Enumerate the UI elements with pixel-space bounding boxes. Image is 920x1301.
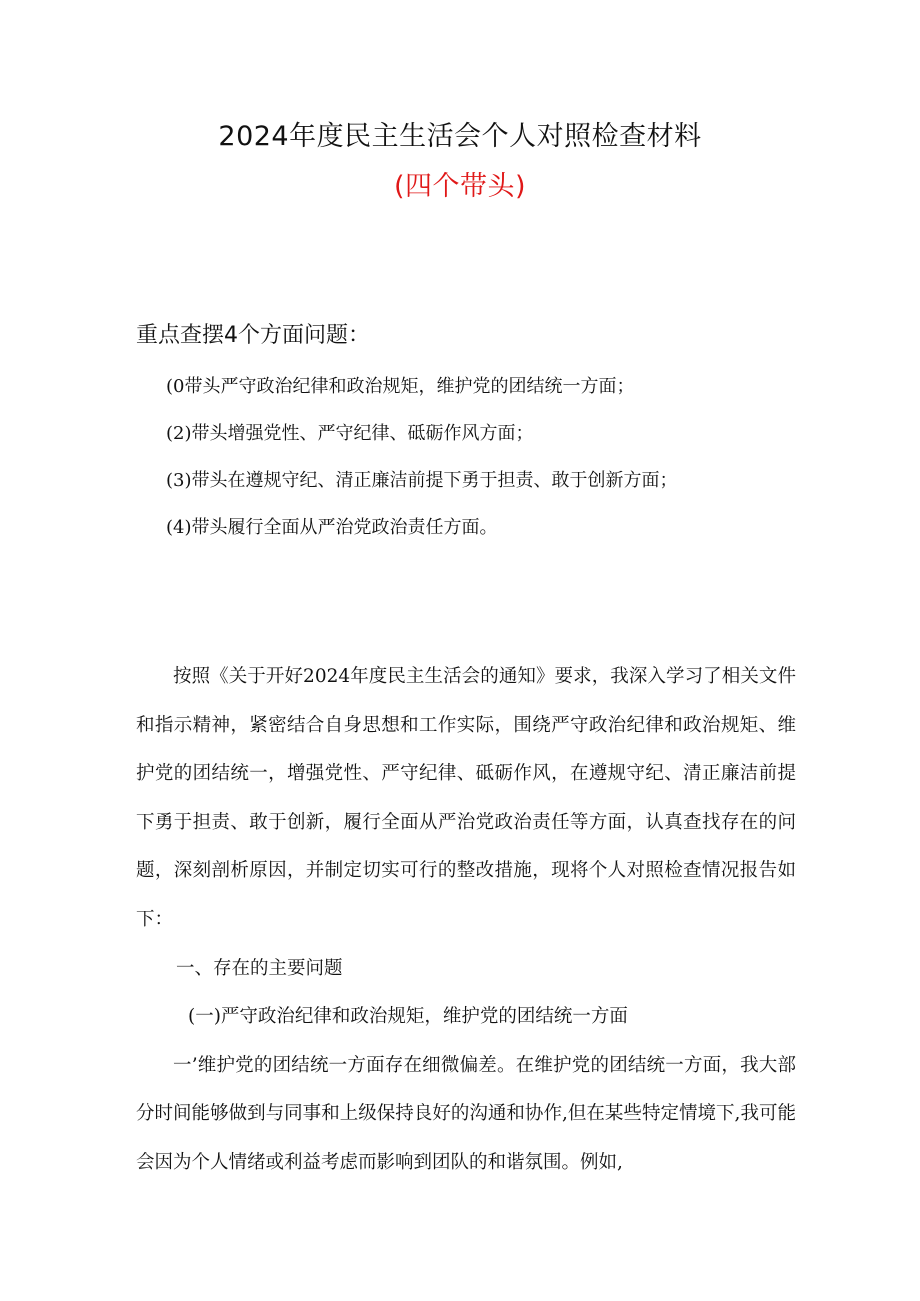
document-body bbox=[136, 653, 796, 1188]
document-title: 2024年度民主生活会个人对照检查材料 bbox=[218, 121, 702, 152]
focus-item: (2)带头增强党性、严守纪律、砥砺作风方面； bbox=[166, 423, 534, 444]
intro-paragraph: 按照《关于开好2024年度民主生活会的通知》要求，我深入学习了相关文件和指示精神，紧密结合自身思想和工作实际，围绕严守政治纪律和政治规矩、维护党的团结统一，增强党性、严守纪律、砥砺作风，在遵规守纪、清正廉洁前提下勇于担责、敢于创新，履行全面从严治党政治责任等方面，认真查找存在的问题，深刻剖析原因，并制定切实可行的整改措施，现将个人对照检查情况报告如下： bbox=[136, 666, 796, 930]
section-heading: 一、存在的主要问题 bbox=[176, 957, 343, 979]
focus-list bbox=[166, 372, 678, 560]
focus-item: (4)带头履行全面从严治党政治责任方面。 bbox=[166, 517, 498, 538]
document-subtitle: (四个带头) bbox=[393, 171, 527, 202]
subsection-heading: (一)严守政治纪律和政治规矩，维护党的团结统一方面 bbox=[188, 1006, 628, 1028]
focus-item: (0带头严守政治纪律和政治规矩，维护党的团结统一方面； bbox=[166, 376, 635, 397]
point-paragraph: 一’维护党的团结统一方面存在细微偏差。在维护党的团结统一方面，我大部分时间能够做到与同事和上级保持良好的沟通和协作,但在某些特定情境下,我可能会因为个人情绪或利益考虑而影响到团队的和谐氛围。例如, bbox=[136, 1054, 796, 1173]
focus-item: (3)带头在遵规守纪、清正廉洁前提下勇于担责、敢于创新方面； bbox=[166, 470, 678, 491]
focus-heading: 重点查摆4个方面问题： bbox=[136, 323, 370, 348]
